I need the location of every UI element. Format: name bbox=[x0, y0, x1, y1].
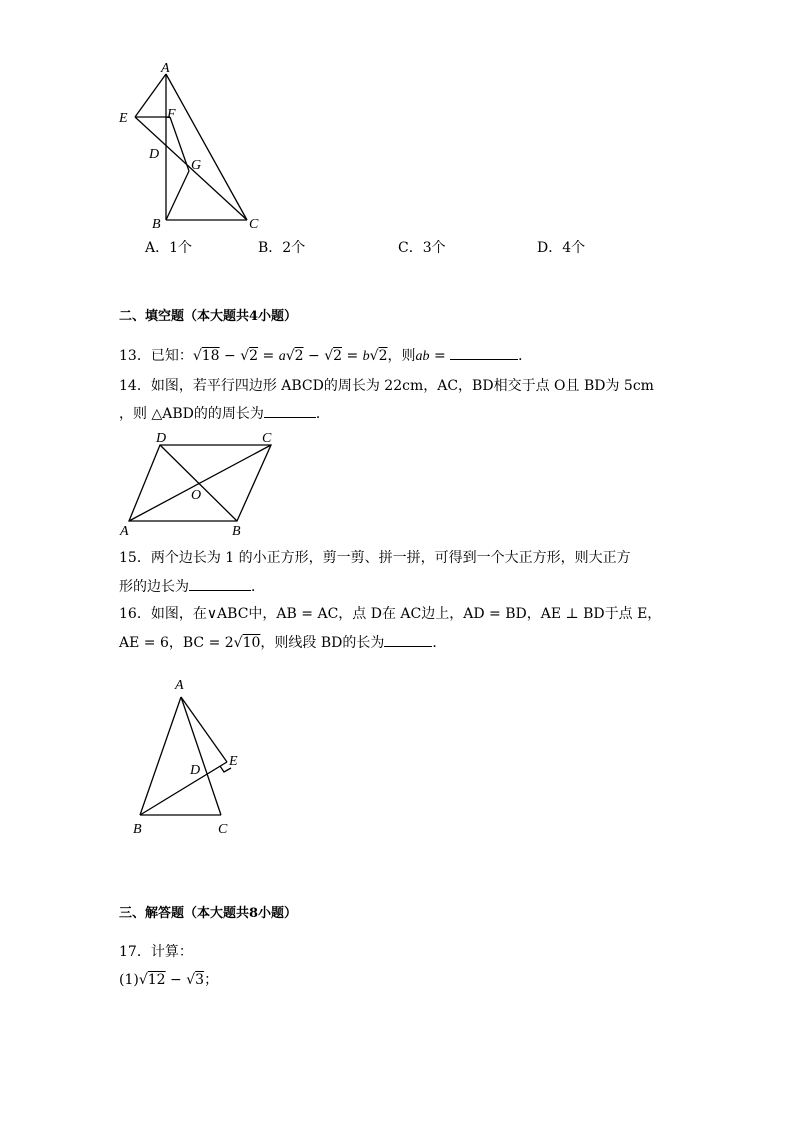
label-D: D bbox=[190, 763, 201, 778]
label-A: A bbox=[175, 678, 184, 693]
section-heading-solutions: 三、解答题（本大题共8小题） bbox=[119, 906, 298, 921]
q16-end: ． bbox=[432, 635, 447, 651]
q13-minus-2: − bbox=[303, 348, 325, 364]
segment-FG bbox=[170, 117, 189, 171]
question-15-line-2 bbox=[119, 576, 265, 597]
q13-equals-3: = bbox=[429, 348, 451, 364]
label-E: E bbox=[119, 111, 128, 126]
label-B: B bbox=[232, 524, 241, 539]
label-D: D bbox=[156, 431, 167, 446]
q13-var-a: a bbox=[278, 349, 286, 364]
segment-AE bbox=[135, 74, 166, 117]
label-F: F bbox=[167, 107, 176, 122]
question-16-line-1: 16．如图，在∨ABC中，AB = AC，点 D在 AC边上，AD = BD，AE ⊥ BD于点 E， bbox=[119, 606, 662, 622]
option-a: A．1个 bbox=[145, 240, 193, 256]
diagonal-BD bbox=[160, 445, 237, 521]
segment-AC bbox=[181, 697, 221, 815]
label-O: O bbox=[191, 488, 202, 503]
q13-prefix: 13．已知： bbox=[119, 348, 193, 364]
q17-minus: − bbox=[165, 972, 187, 988]
question-14-line-2 bbox=[119, 403, 330, 424]
label-A: A bbox=[120, 524, 129, 539]
q14-end: ． bbox=[315, 406, 330, 422]
diagonal-AC bbox=[129, 445, 271, 521]
figure-q12 bbox=[110, 60, 280, 240]
q16-answer-blank[interactable] bbox=[384, 632, 432, 647]
question-14-line-1: 14．如图，若平行四边形 ABCD的周长为 22cm，AC，BD相交于点 O且 BD为 5cm bbox=[119, 378, 654, 394]
q17-part-label: (1) bbox=[119, 972, 139, 988]
label-C: C bbox=[218, 822, 228, 837]
label-A: A bbox=[161, 61, 170, 76]
q13-equals-2: = bbox=[342, 348, 363, 364]
q15-end: ． bbox=[251, 579, 265, 595]
option-d: D．4个 bbox=[537, 240, 586, 256]
q13-sqrt-2d: √2 bbox=[369, 348, 388, 364]
q16-sqrt-10: √10 bbox=[233, 635, 261, 651]
option-b: B．2个 bbox=[258, 240, 306, 256]
label-C: C bbox=[262, 431, 272, 446]
label-B: B bbox=[152, 217, 161, 232]
section-heading-fill-in: 二、填空题（本大题共4小题） bbox=[119, 309, 298, 324]
q13-sqrt-18: √18 bbox=[192, 348, 220, 364]
label-D: D bbox=[149, 147, 160, 162]
q15-text: 形的边长为 bbox=[119, 579, 189, 595]
q13-then: ，则 bbox=[387, 348, 416, 364]
question-17-part-1 bbox=[119, 970, 218, 990]
segment-GB bbox=[166, 171, 189, 220]
q17-end: ； bbox=[204, 972, 219, 988]
q13-sqrt-2b: √2 bbox=[285, 348, 304, 364]
q15-answer-blank[interactable] bbox=[189, 576, 251, 591]
question-16-line-2 bbox=[119, 632, 446, 653]
question-17-title: 17．计算： bbox=[119, 944, 193, 960]
figure-q14 bbox=[115, 426, 295, 541]
label-G: G bbox=[191, 158, 202, 173]
q17-sqrt-3: √3 bbox=[186, 972, 205, 988]
label-C: C bbox=[249, 217, 259, 232]
option-c: C．3个 bbox=[398, 240, 446, 256]
q13-minus: − bbox=[219, 348, 241, 364]
label-B: B bbox=[133, 822, 142, 837]
q13-var-ab: ab bbox=[415, 349, 430, 364]
question-13 bbox=[119, 345, 532, 367]
q13-answer-blank[interactable] bbox=[450, 345, 518, 360]
label-E: E bbox=[229, 754, 238, 769]
segment-AB bbox=[140, 697, 181, 815]
q13-end: ． bbox=[518, 348, 533, 364]
q17-sqrt-12: √12 bbox=[138, 972, 166, 988]
segment-BE bbox=[140, 762, 227, 815]
q13-sqrt-2c: √2 bbox=[324, 348, 343, 364]
figure-q16 bbox=[125, 670, 265, 840]
q16-text-2: ，则线段 BD的长为 bbox=[260, 635, 385, 651]
question-15-line-1: 15．两个边长为 1 的小正方形，剪一剪、拼一拼，可得到一个大正方形，则大正方 bbox=[119, 550, 631, 566]
q13-equals: = bbox=[258, 348, 279, 364]
q16-text: AE = 6，BC = 2 bbox=[119, 635, 234, 651]
q13-sqrt-2a: √2 bbox=[240, 348, 259, 364]
q14-text: ，则 △ABD的的周长为 bbox=[119, 406, 264, 422]
segment-AC bbox=[166, 74, 247, 220]
segment-AE bbox=[181, 697, 227, 762]
q14-answer-blank[interactable] bbox=[264, 403, 316, 418]
q13-var-b: b bbox=[362, 349, 370, 364]
